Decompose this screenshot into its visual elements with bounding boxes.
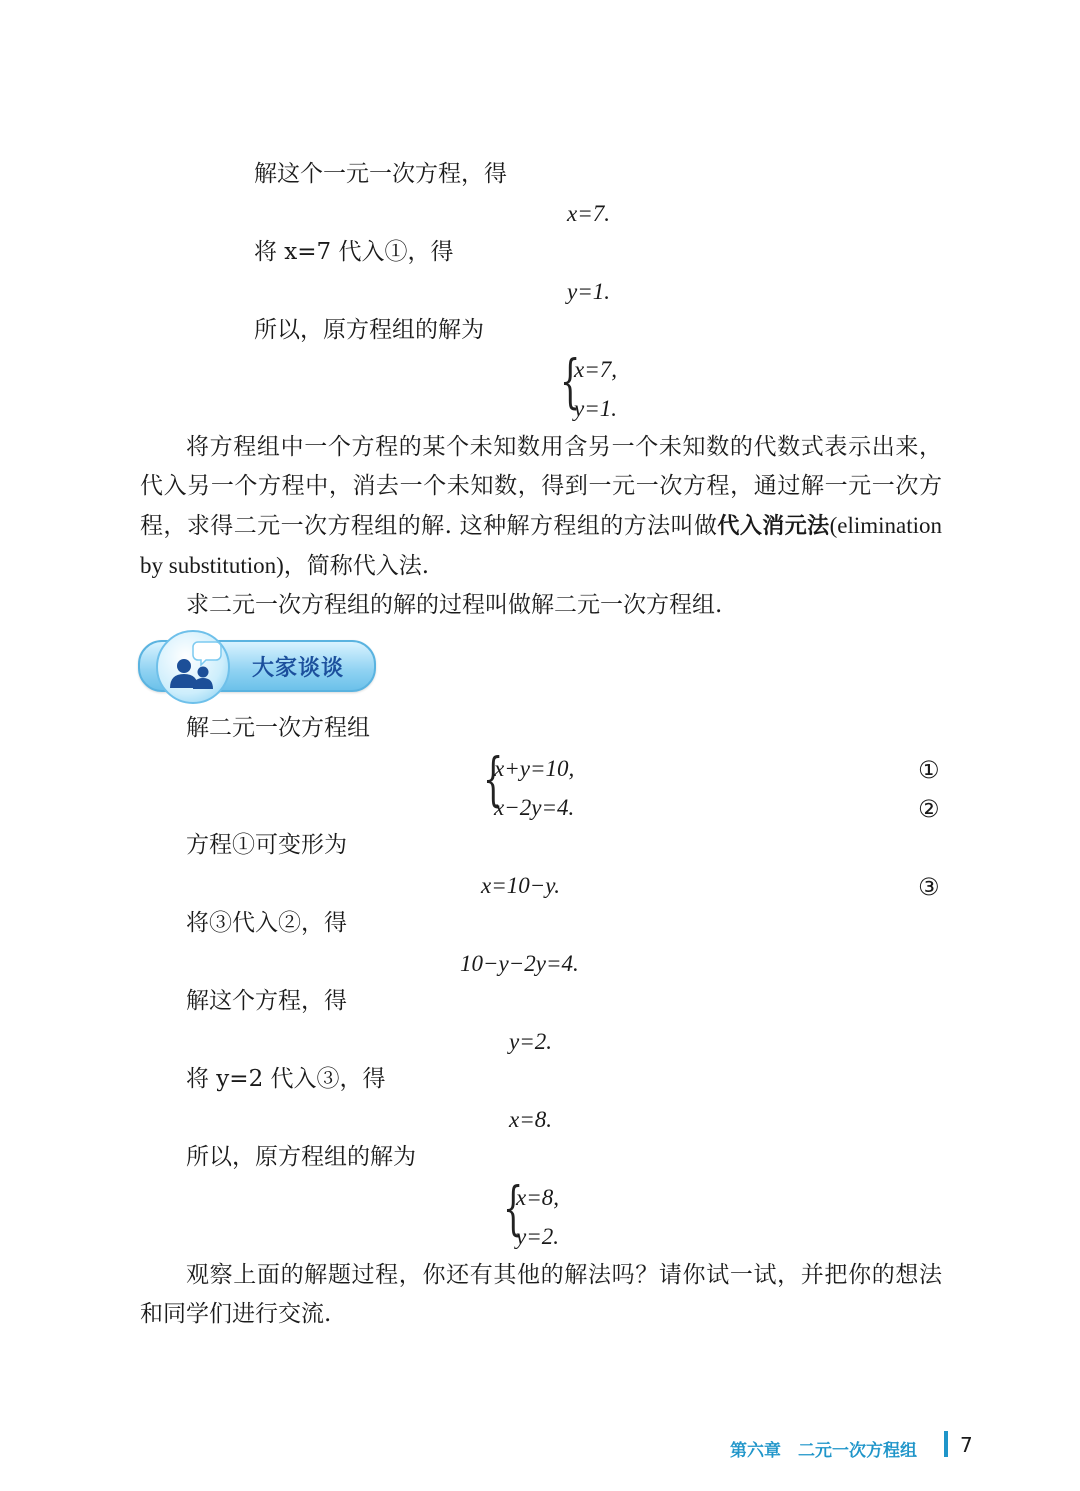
text-line: 所以，原方程组的解为 <box>186 1144 416 1170</box>
footer-divider <box>944 1431 948 1457</box>
definition-second: 求二元一次方程组的解的过程叫做解二元一次方程组. <box>186 592 723 618</box>
system-equation <box>494 796 574 819</box>
system-equation <box>516 1186 559 1209</box>
discussion-badge-label: 大家谈谈 <box>252 656 345 681</box>
definition-english: (elimination by substitution) <box>140 513 942 578</box>
equation-text: y=1. <box>567 279 610 304</box>
page-number: 7 <box>960 1433 973 1457</box>
text-line: 解这个方程，得 <box>186 988 347 1014</box>
system-equation-text: x−2y=4. <box>494 795 575 820</box>
system-equation <box>574 358 617 381</box>
definition-text: 将方程组中一个方程的某个未知数用含另一个未知数的代数式表示出来，代入另一个方程中，消去一个未知数，得到一元一次方程，通过解一元一次方程，求得二元一次方程组的解. 这种解方程组的方法叫做 <box>140 434 942 539</box>
text-line: 将 y=2 代入③，得 <box>186 1066 386 1092</box>
system-equation <box>494 757 574 780</box>
equation <box>567 280 610 303</box>
discussion-bubble-icon <box>156 630 230 704</box>
text-line: 将③代入②，得 <box>186 910 347 936</box>
left-brace: { <box>483 745 504 813</box>
equation <box>460 952 579 975</box>
equation <box>509 1108 552 1131</box>
system-equation-text: x=8, <box>516 1185 559 1210</box>
closing-paragraph: 观察上面的解题过程，你还有其他的解法吗？请你试一试，并把你的想法和同学们进行交流. <box>140 1262 942 1327</box>
equation-text: 10−y−2y=4. <box>460 951 579 976</box>
text-line: 方程①可变形为 <box>186 832 347 858</box>
text-line: 将 x=7 代入①，得 <box>254 239 454 265</box>
system-equation-text: y=2. <box>516 1224 559 1249</box>
system-equation <box>574 397 617 420</box>
left-brace: { <box>560 347 581 415</box>
definition-text-end: ，简称代入法. <box>283 553 430 579</box>
footer-chapter: 第六章 二元一次方程组 <box>730 1441 917 1461</box>
system-equation <box>516 1225 559 1248</box>
system-equation-text: x+y=10, <box>494 756 575 781</box>
text-line: 解二元一次方程组 <box>186 715 370 741</box>
equation-text: x=8. <box>509 1107 552 1132</box>
equation-text: x=7. <box>567 201 610 226</box>
equation <box>509 1030 552 1053</box>
people-icon <box>158 632 228 702</box>
equation <box>567 202 610 225</box>
equation <box>481 874 560 897</box>
text-line: 解这个一元一次方程，得 <box>254 161 507 187</box>
equation-number: ③ <box>918 873 940 901</box>
equation-number: ① <box>918 756 940 784</box>
system-equation-text: y=1. <box>574 396 617 421</box>
definition-term: 代入消元法 <box>717 514 830 539</box>
equation-number: ② <box>918 795 940 823</box>
left-brace: { <box>503 1174 524 1242</box>
system-equation-text: x=7, <box>574 357 617 382</box>
text-line: 所以，原方程组的解为 <box>254 317 484 343</box>
equation-text: y=2. <box>509 1029 552 1054</box>
definition-paragraph <box>140 428 942 586</box>
equation-text: x=10−y. <box>481 873 560 898</box>
